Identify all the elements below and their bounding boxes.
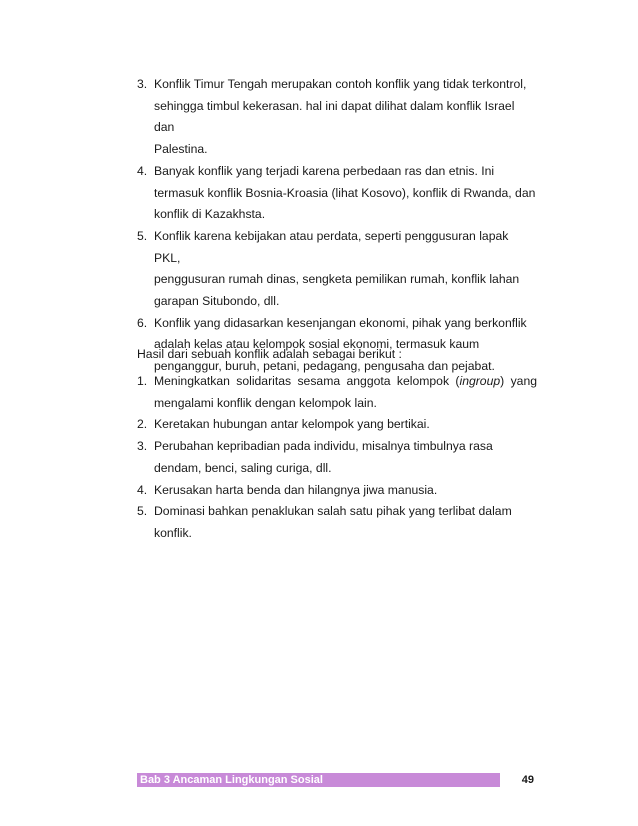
list-item-line: termasuk konflik Bosnia-Kroasia (lihat Kosovo), konflik di Rwanda, dan	[154, 185, 536, 200]
list-item-line: konflik di Kazakhsta.	[154, 207, 266, 222]
chapter-title: Bab 3 Ancaman Lingkungan Sosial	[140, 774, 323, 786]
list-item-line: Konflik yang didasarkan kesenjangan ekonomi, pihak yang berkonflik	[154, 315, 527, 330]
conflict-examples-list	[137, 74, 537, 378]
list-item-line: dendam, benci, saling curiga, dll.	[154, 460, 332, 475]
list-item	[137, 371, 537, 414]
list-item-number: 6.	[137, 315, 148, 330]
list-item	[137, 74, 537, 161]
list-item-line: Konflik Timur Tengah merupakan contoh konflik yang tidak terkontrol,	[154, 77, 527, 91]
list-item	[137, 161, 537, 226]
list-item-number: 3.	[137, 439, 148, 454]
list-item-line: sehingga timbul kekerasan. hal ini dapat dilihat dalam konflik Israel dan	[154, 98, 515, 135]
results-intro-paragraph: Hasil dari sebuah konflik adalah sebagai berikut :	[137, 347, 402, 361]
list-item-line: Banyak konflik yang terjadi karena perbedaan ras dan etnis. Ini	[154, 163, 495, 178]
page-footer	[137, 773, 537, 787]
list-item-line: adalah kelas atau kelompok sosial ekonomi, termasuk kaum	[154, 337, 480, 352]
list-item-line: Keretakan hubungan antar kelompok yang bertikai.	[154, 417, 430, 432]
list-item-text: Meningkatkan solidaritas sesama anggota kelompok (	[154, 374, 460, 388]
list-item-line: konflik.	[154, 525, 192, 540]
list-item-number: 5.	[137, 504, 148, 519]
list-item-number: 1.	[137, 374, 148, 388]
list-item-number: 3.	[137, 77, 148, 91]
list-item-text: ) yang	[500, 374, 537, 388]
list-item-line	[154, 371, 537, 393]
list-item	[137, 226, 537, 313]
list-item	[137, 436, 537, 479]
list-item-number: 2.	[137, 417, 148, 432]
list-item-line: Dominasi bahkan penaklukan salah satu pihak yang terlibat dalam	[154, 504, 512, 519]
list-item-line: Perubahan kepribadian pada individu, misalnya timbulnya rasa	[154, 439, 493, 454]
list-item	[137, 414, 537, 436]
list-item-line: garapan Situbondo, dll.	[154, 294, 280, 309]
list-item	[137, 480, 537, 502]
list-item-line: Kerusakan harta benda dan hilangnya jiwa manusia.	[154, 482, 438, 497]
list-item-line: penggusuran rumah dinas, sengketa pemilikan rumah, konflik lahan	[154, 272, 520, 287]
list-item-line: penganggur, buruh, petani, pedagang, pengusaha dan pejabat.	[154, 359, 495, 374]
list-item-line: mengalami konflik dengan kelompok lain.	[154, 395, 377, 410]
list-item-number: 4.	[137, 163, 148, 178]
list-item-number: 4.	[137, 482, 148, 497]
conflict-results-list	[137, 371, 537, 545]
footer-chapter-bar	[137, 773, 500, 787]
list-item-line: Konflik karena kebijakan atau perdata, seperti penggusuran lapak PKL,	[154, 228, 509, 265]
list-item-number: 5.	[137, 228, 148, 243]
list-item-line: Palestina.	[154, 142, 208, 157]
ingroup-term: ingroup	[459, 374, 501, 388]
list-item	[137, 501, 537, 544]
page-number: 49	[521, 774, 534, 786]
